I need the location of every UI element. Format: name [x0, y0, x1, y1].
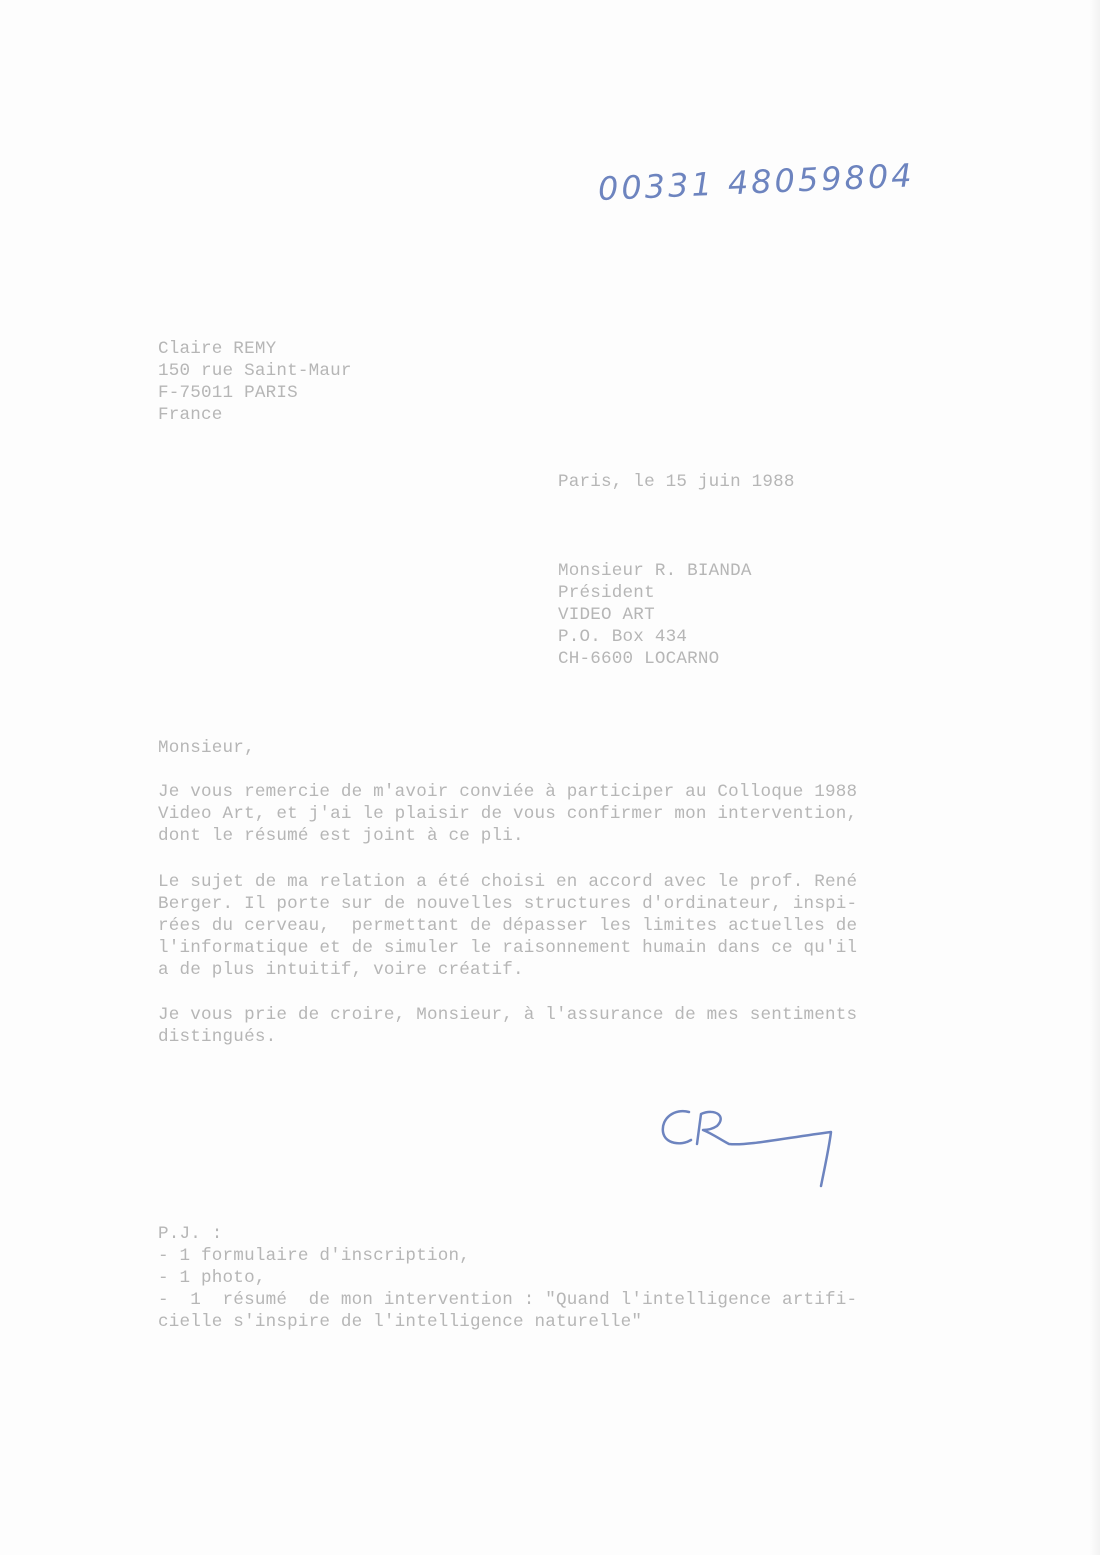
sender-line: F-75011 PARIS: [158, 383, 298, 403]
body-paragraph-1: [158, 781, 857, 847]
body-line: a de plus intuitif, voire créatif.: [158, 960, 524, 980]
body-paragraph-2: [158, 871, 857, 981]
sender-line: France: [158, 405, 223, 425]
enclosure-item: - 1 résumé de mon intervention : "Quand l'intelligence artifi-: [158, 1290, 858, 1310]
body-line: dont le résumé est joint à ce pli.: [158, 826, 524, 846]
recipient-line: Monsieur R. BIANDA: [558, 561, 752, 581]
recipient-line: Président: [558, 583, 655, 603]
body-paragraph-3: [158, 1004, 857, 1048]
handwritten-signature: [655, 1100, 845, 1195]
body-line: rées du cerveau, permettant de dépasser les limites actuelles de: [158, 916, 858, 936]
enclosure-item: - 1 photo,: [158, 1268, 266, 1288]
sender-address: [158, 338, 352, 426]
body-line: distingués.: [158, 1027, 277, 1047]
sender-line: 150 rue Saint-Maur: [158, 361, 352, 381]
body-line: Je vous prie de croire, Monsieur, à l'assurance de mes sentiments: [158, 1005, 858, 1025]
enclosure-item: cielle s'inspire de l'intelligence naturelle": [158, 1312, 643, 1332]
enclosures: [158, 1223, 857, 1333]
recipient-line: VIDEO ART: [558, 605, 655, 625]
recipient-address: [558, 560, 752, 670]
body-line: Je vous remercie de m'avoir conviée à participer au Colloque 1988: [158, 782, 858, 802]
recipient-line: P.O. Box 434: [558, 627, 688, 647]
sender-line: Claire REMY: [158, 339, 277, 359]
body-line: l'informatique et de simuler le raisonnement humain dans ce qu'il: [158, 938, 858, 958]
body-line: Le sujet de ma relation a été choisi en accord avec le prof. René: [158, 872, 858, 892]
enclosure-item: - 1 formulaire d'inscription,: [158, 1246, 470, 1266]
body-line: Video Art, et j'ai le plaisir de vous confirmer mon intervention,: [158, 804, 858, 824]
page-edge-shadow: [1090, 0, 1100, 1555]
letter-date: Paris, le 15 juin 1988: [558, 472, 795, 492]
salutation: Monsieur,: [158, 738, 255, 758]
handwritten-phone-number: 00331 48059804: [597, 156, 916, 208]
enclosures-heading: P.J. :: [158, 1224, 223, 1244]
body-line: Berger. Il porte sur de nouvelles structures d'ordinateur, inspi-: [158, 894, 858, 914]
recipient-line: CH-6600 LOCARNO: [558, 649, 720, 669]
